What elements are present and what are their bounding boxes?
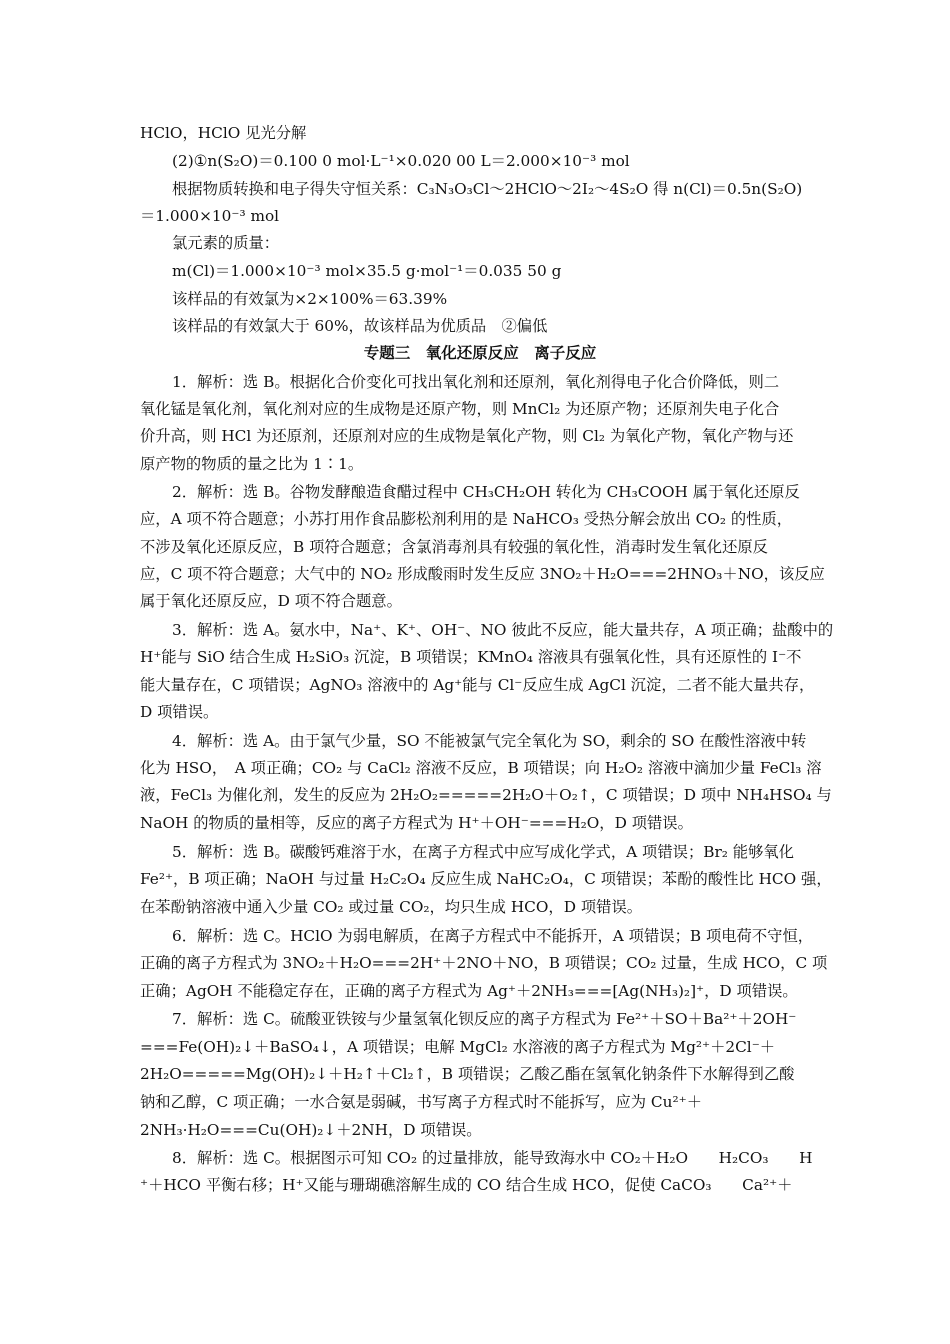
text-line: (2)①n(S₂O)＝0.100 0 mol·L⁻¹×0.020 00 L＝2.000×10⁻³ mol: [172, 152, 630, 170]
text-line: D 项错误。: [140, 703, 219, 721]
text-line: NaOH 的物质的量相等，反应的离子方程式为 H⁺＋OH⁻===H₂O，D 项错误。: [140, 814, 693, 832]
text-line: 5．解析：选 B。碳酸钙难溶于水，在离子方程式中应写成化学式，A 项错误；Br₂ 能够氧化: [172, 843, 794, 861]
text-line: H⁺能与 SiO 结合生成 H₂SiO₃ 沉淀，B 项错误；KMnO₄ 溶液具有强氧化性，具有还原性的 I⁻不: [140, 648, 802, 666]
text-line: 氯元素的质量：: [172, 234, 280, 252]
text-line: 8．解析：选 C。根据图示可知 CO₂ 的过量排放，能导致海水中 CO₂＋H₂O H₂CO₃ H: [172, 1149, 813, 1167]
text-line: 3．解析：选 A。氨水中，Na⁺、K⁺、OH⁻、NO 彼此不反应，能大量共存，A 项正确；盐酸中的: [172, 621, 834, 639]
text-line: 不涉及氧化还原反应，B 项符合题意；含氯消毒剂具有较强的氧化性，消毒时发生氧化还原反: [140, 538, 768, 556]
text-line: 钠和乙醇，C 项正确；一水合氨是弱碱，书写离子方程式时不能拆写，应为 Cu²⁺＋: [140, 1093, 702, 1111]
text-line: 1．解析：选 B。根据化合价变化可找出氧化剂和还原剂，氧化剂得电子化合价降低，则二: [172, 373, 780, 391]
text-line: 原产物的物质的量之比为 1∶1。: [140, 455, 364, 473]
text-line: 属于氧化还原反应，D 项不符合题意。: [140, 592, 402, 610]
text-line: 应，A 项不符合题意；小苏打用作食品膨松剂利用的是 NaHCO₃ 受热分解会放出 CO₂ 的性质，: [140, 510, 793, 528]
text-line: 根据物质转换和电子得失守恒关系：C₃N₃O₃Cl～2HClO～2I₂～4S₂O 得 n(Cl)＝0.5n(S₂O): [172, 180, 803, 198]
text-line: 氧化锰是氧化剂，氧化剂对应的生成物是还原产物，则 MnCl₂ 为还原产物；还原剂失电子化合: [140, 400, 780, 418]
text-line: 该样品的有效氯为×2×100%＝63.39%: [172, 290, 448, 308]
text-line: ⁺＋HCO 平衡右移；H⁺又能与珊瑚礁溶解生成的 CO 结合生成 HCO，促使 CaCO₃ Ca²⁺＋: [140, 1176, 793, 1194]
text-line: 4．解析：选 A。由于氯气少量，SO 不能被氯气完全氧化为 SO，剩余的 SO 在酸性溶液中转: [172, 732, 807, 750]
text-line: 2H₂O=====Mg(OH)₂↓＋H₂↑＋Cl₂↑，B 项错误；乙酸乙酯在氢氧化钠条件下水解得到乙酸: [140, 1065, 795, 1083]
text-line: ＝1.000×10⁻³ mol: [140, 207, 280, 225]
text-line: HClO，HClO 见光分解: [140, 124, 307, 142]
text-line: ===Fe(OH)₂↓＋BaSO₄↓，A 项错误；电解 MgCl₂ 水溶液的离子方程式为 Mg²⁺＋2Cl⁻＋: [140, 1038, 776, 1056]
text-line: 2NH₃·H₂O===Cu(OH)₂↓＋2NH，D 项错误。: [140, 1121, 482, 1139]
text-line: 应，C 项不符合题意；大气中的 NO₂ 形成酸雨时发生反应 3NO₂＋H₂O===2HNO₃＋NO，该反应: [140, 565, 825, 583]
text-line: 2．解析：选 B。谷物发酵酿造食醋过程中 CH₃CH₂OH 转化为 CH₃COOH 属于氧化还原反: [172, 483, 800, 501]
text-line: 化为 HSO， A 项正确；CO₂ 与 CaCl₂ 溶液不反应，B 项错误；向 H₂O₂ 溶液中滴加少量 FeCl₃ 溶: [140, 759, 822, 777]
text-line: Fe²⁺，B 项正确；NaOH 与过量 H₂C₂O₄ 反应生成 NaHC₂O₄，C 项错误；苯酚的酸性比 HCO 强，: [140, 870, 832, 888]
section-heading: 专题三 氧化还原反应 离子反应: [363, 344, 597, 362]
text-line: 正确；AgOH 不能稳定存在，正确的离子方程式为 Ag⁺＋2NH₃===[Ag(NH₃)₂]⁺，D 项错误。: [140, 982, 798, 1000]
text-line: 6．解析：选 C。HClO 为弱电解质，在离子方程式中不能拆开，A 项错误；B 项电荷不守恒，: [172, 927, 814, 945]
text-line: 正确的离子方程式为 3NO₂＋H₂O===2H⁺＋2NO＋NO，B 项错误；CO₂ 过量，生成 HCO，C 项: [140, 954, 828, 972]
text-line: 在苯酚钠溶液中通入少量 CO₂ 或过量 CO₂，均只生成 HCO，D 项错误。: [140, 898, 643, 916]
text-line: 7．解析：选 C。硫酸亚铁铵与少量氢氧化钡反应的离子方程式为 Fe²⁺＋SO＋Ba²⁺＋2OH⁻: [172, 1010, 797, 1028]
text-line: 能大量存在，C 项错误；AgNO₃ 溶液中的 Ag⁺能与 Cl⁻反应生成 AgCl 沉淀，二者不能大量共存，: [140, 676, 815, 694]
text-line: 液，FeCl₃ 为催化剂，发生的反应为 2H₂O₂=====2H₂O＋O₂↑，C 项错误；D 项中 NH₄HSO₄ 与: [140, 786, 832, 804]
text-line: 该样品的有效氯大于 60%，故该样品为优质品 ②偏低: [172, 317, 548, 335]
text-line: 价升高，则 HCl 为还原剂，还原剂对应的生成物是氧化产物，则 Cl₂ 为氧化产物，氧化产物与还: [140, 427, 794, 445]
text-line: m(Cl)＝1.000×10⁻³ mol×35.5 g·mol⁻¹＝0.035 50 g: [172, 262, 562, 280]
